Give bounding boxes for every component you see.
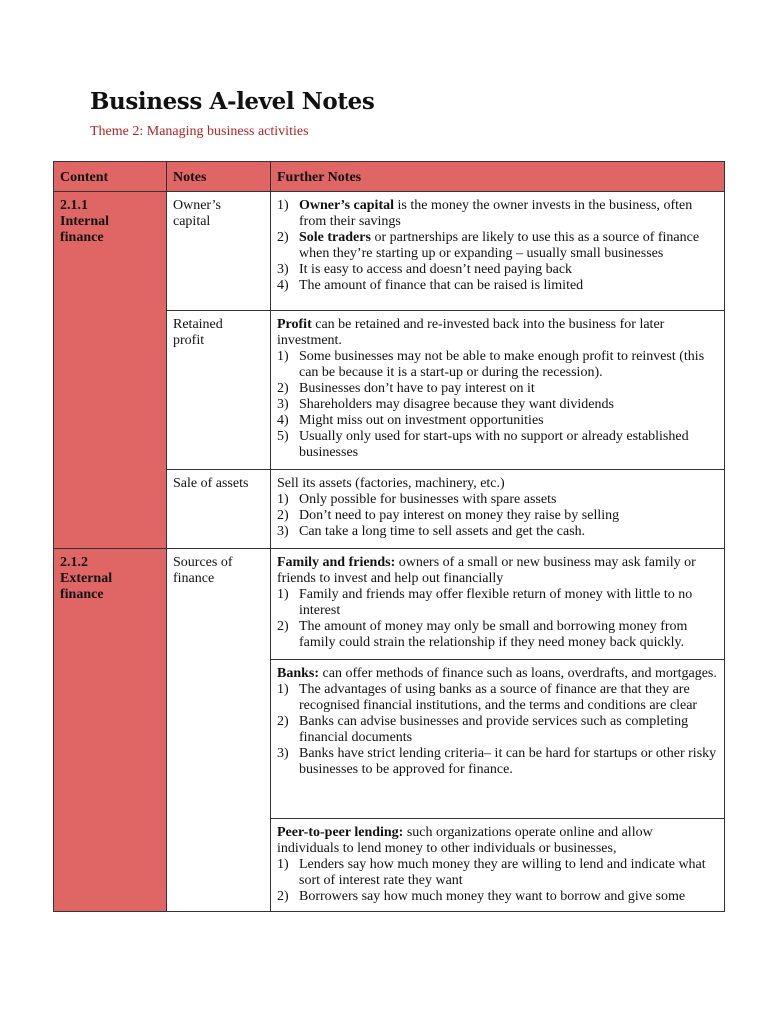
banks-intro bbox=[277, 666, 718, 682]
section-internal-finance bbox=[54, 192, 167, 549]
intro-bold: Peer-to-peer lending: bbox=[277, 825, 404, 840]
list-item: Borrowers say how much money they want to borrow and give some bbox=[299, 889, 686, 904]
list-item: Usually only used for start-ups with no support or already established businesses bbox=[299, 429, 689, 460]
intro-bold: Banks: bbox=[277, 666, 320, 681]
further-family-friends bbox=[271, 549, 725, 660]
table-row bbox=[54, 549, 725, 660]
list-item: Businesses don’t have to pay interest on it bbox=[299, 381, 535, 396]
list-item: Only possible for businesses with spare assets bbox=[299, 492, 557, 507]
retained-profit-list bbox=[277, 349, 718, 461]
list-item: Banks have strict lending criteria– it can be hard for startups or other risky businesses to be approved for finance. bbox=[299, 746, 717, 777]
intro-text: owners of a small or new business may ask family or friends to invest and help out financially bbox=[277, 555, 696, 586]
list-item-text: is the money the owner invests in the business, often from their savings bbox=[299, 198, 693, 229]
note-owners-capital bbox=[167, 192, 271, 311]
note-retained-profit bbox=[167, 311, 271, 470]
further-peer-to-peer bbox=[271, 819, 725, 912]
list-item bbox=[277, 230, 718, 262]
section-number: 2.1.1 bbox=[60, 198, 88, 213]
section-title-line1: Internal bbox=[60, 214, 109, 229]
list-item-bold: Owner’s capital bbox=[299, 198, 394, 213]
further-sale-of-assets bbox=[271, 470, 725, 549]
page-title: Business A-level Notes bbox=[90, 88, 375, 115]
list-item bbox=[277, 262, 718, 278]
list-item: Lenders say how much money they are willing to lend and indicate what sort of interest rate they want bbox=[299, 857, 706, 888]
intro-bold: Profit bbox=[277, 317, 312, 332]
header-notes: Notes bbox=[167, 162, 271, 192]
list-item bbox=[277, 278, 718, 294]
section-title-line2: finance bbox=[60, 587, 104, 602]
p2p-intro bbox=[277, 825, 718, 857]
note-sale-of-assets: Sale of assets bbox=[167, 470, 271, 549]
owners-capital-list bbox=[277, 198, 718, 294]
list-item: The amount of money may only be small and borrowing money from family could strain the relationship if they need money back quickly. bbox=[299, 619, 688, 650]
list-item: Some businesses may not be able to make enough profit to reinvest (this can be because it is a start-up or during the recession). bbox=[299, 349, 705, 380]
further-retained-profit bbox=[271, 311, 725, 470]
list-item: Might miss out on investment opportunities bbox=[299, 413, 544, 428]
list-item-text: The amount of finance that can be raised is limited bbox=[299, 278, 584, 293]
intro-text: can offer methods of finance such as loans, overdrafts, and mortgages. bbox=[319, 666, 717, 681]
note-label: Owner’s capital bbox=[173, 198, 221, 229]
list-item bbox=[277, 198, 718, 230]
list-item: The advantages of using banks as a source of finance are that they are recognised financial institutions, and the terms and conditions are clear bbox=[299, 682, 698, 713]
intro-text: can be retained and re-invested back into the business for later investment. bbox=[277, 317, 665, 348]
family-list bbox=[277, 587, 718, 651]
section-title-line1: External bbox=[60, 571, 113, 586]
header-further-notes: Further Notes bbox=[271, 162, 725, 192]
list-item: Banks can advise businesses and provide services such as completing financial documents bbox=[299, 714, 689, 745]
header-content: Content bbox=[54, 162, 167, 192]
list-item: Family and friends may offer flexible return of money with little to no interest bbox=[299, 587, 693, 618]
list-item-bold: Sole traders bbox=[299, 230, 371, 245]
banks-list bbox=[277, 682, 718, 778]
further-banks bbox=[271, 660, 725, 819]
section-title-line2: finance bbox=[60, 230, 104, 245]
further-owners-capital bbox=[271, 192, 725, 311]
note-label: Sources of finance bbox=[173, 555, 233, 586]
list-item-text: It is easy to access and doesn’t need paying back bbox=[299, 262, 573, 277]
list-item: Can take a long time to sell assets and get the cash. bbox=[299, 524, 586, 539]
note-sources-of-finance bbox=[167, 549, 271, 912]
section-external-finance bbox=[54, 549, 167, 912]
section-number: 2.1.2 bbox=[60, 555, 88, 570]
intro-bold: Family and friends: bbox=[277, 555, 396, 570]
list-item: Shareholders may disagree because they want dividends bbox=[299, 397, 614, 412]
table-row bbox=[54, 192, 725, 311]
notes-table bbox=[53, 161, 725, 912]
sale-of-assets-intro: Sell its assets (factories, machinery, etc.) bbox=[277, 476, 505, 491]
list-item: Don’t need to pay interest on money they raise by selling bbox=[299, 508, 620, 523]
p2p-list bbox=[277, 857, 718, 905]
retained-profit-intro bbox=[277, 317, 718, 349]
sale-of-assets-list bbox=[277, 492, 718, 540]
note-label: Retained profit bbox=[173, 317, 223, 348]
intro-text: such organizations operate online and allow individuals to lend money to other individuals or businesses, bbox=[277, 825, 653, 856]
table-header-row bbox=[54, 162, 725, 192]
page-subtitle: Theme 2: Managing business activities bbox=[90, 124, 309, 139]
list-item-text: or partnerships are likely to use this as a source of finance when they’re starting up or expanding – usually small businesses bbox=[299, 230, 700, 261]
family-intro bbox=[277, 555, 718, 587]
